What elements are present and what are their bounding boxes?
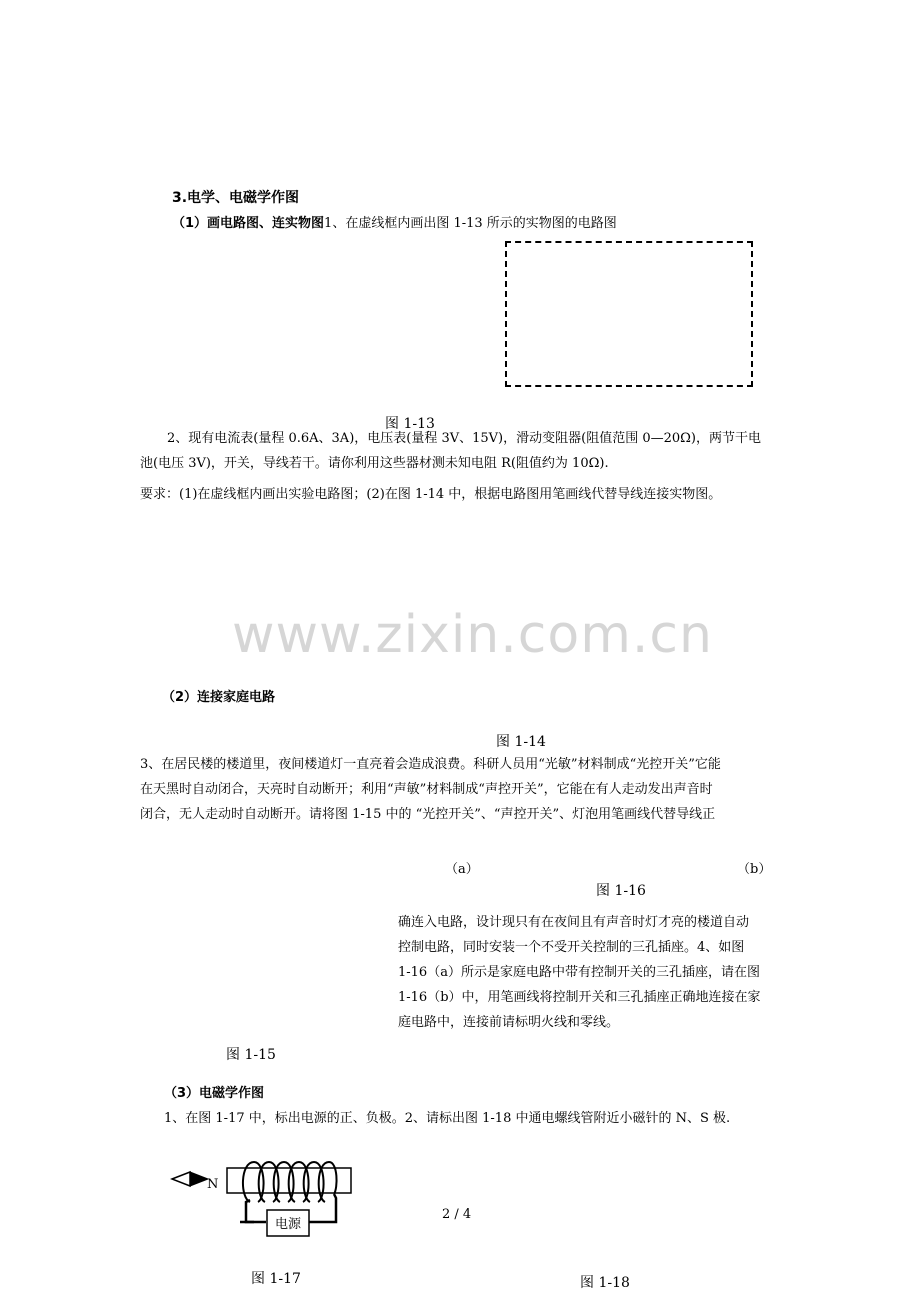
watermark: www.zixin.com.cn xyxy=(232,605,713,665)
question-3-line-1: 3、在居民楼的楼道里，夜间楼道灯一直亮着会造成浪费。科研人员用“光敏”材料制成“光控开关”它能 xyxy=(140,757,721,772)
part1-title: （1）画电路图、连实物图 xyxy=(172,216,325,231)
fig-1-16-label-a: （a） xyxy=(445,862,479,877)
question-2-line-1: 2、现有电流表(量程 0.6A、3A)，电压表(量程 3V、15V)，滑动变阻器(阻值范围 0—20Ω)，两节干电 xyxy=(167,431,762,446)
question-2 xyxy=(140,426,790,507)
question-2-line-2: 池(电压 3V)，开关，导线若干。请你利用这些器材测未知电阻 R(阻值约为 10Ω). xyxy=(140,456,609,471)
dashed-answer-box xyxy=(505,241,753,387)
question-3-line-2: 在天黑时自动闭合，天亮时自动断开；利用“声敏”材料制成“声控开关”，它能在有人走动发出声音时 xyxy=(140,782,713,797)
question-3-continued xyxy=(398,910,790,1035)
needle-n-label: N xyxy=(207,1177,219,1192)
compass-needle-icon xyxy=(172,1172,208,1186)
part2-title: （2）连接家庭电路 xyxy=(162,690,276,705)
question-3-line-3: 闭合，无人走动时自动断开。请将图 1-15 中的 “光控开关”、“声控开关”、灯泡用笔画线代替导线正 xyxy=(140,807,716,822)
fig-1-16-caption: 图 1-16 xyxy=(596,883,646,899)
fig-1-13-caption: 图 1-13 xyxy=(385,416,435,432)
section-heading: 3.电学、电磁学作图 xyxy=(172,190,300,206)
q3-cont-line-3: 1-16（a）所示是家庭电路中带有控制开关的三孔插座，请在图 xyxy=(398,965,760,980)
q3-cont-line-2: 控制电路，同时安装一个不受开关控制的三孔插座。4、如图 xyxy=(398,940,745,955)
part3-question: 1、在图 1-17 中，标出电源的正、负极。2、请标出图 1-18 中通电螺线管附近小磁针的 N、S 极. xyxy=(164,1111,731,1126)
fig-1-15-caption: 图 1-15 xyxy=(226,1047,276,1063)
fig-1-16-label-b: （b） xyxy=(737,862,772,877)
part3-title: （3）电磁学作图 xyxy=(164,1086,265,1101)
page-number: 2 / 4 xyxy=(442,1207,472,1222)
power-supply-label: 电源 xyxy=(274,1217,302,1232)
q3-cont-line-4: 1-16（b）中，用笔画线将控制开关和三孔插座正确地连接在家 xyxy=(398,990,761,1005)
q3-cont-line-5: 庭电路中，连接前请标明火线和零线。 xyxy=(398,1015,620,1030)
part1-question: 1、在虚线框内画出图 1-13 所示的实物图的电路图 xyxy=(324,216,617,231)
part1-line xyxy=(172,212,617,231)
solenoid-circuit-diagram xyxy=(170,1158,360,1252)
fig-1-17-caption: 图 1-17 xyxy=(251,1271,301,1287)
question-3 xyxy=(140,752,790,827)
question-2-requirement: 要求：(1)在虚线框内画出实验电路图；(2)在图 1-14 中，根据电路图用笔画线代替导线连接实物图。 xyxy=(140,487,722,502)
fig-1-14-caption: 图 1-14 xyxy=(496,734,546,750)
q3-cont-line-1: 确连入电路，设计现只有在夜间且有声音时灯才亮的楼道自动 xyxy=(398,915,750,930)
fig-1-18-caption: 图 1-18 xyxy=(580,1275,630,1291)
